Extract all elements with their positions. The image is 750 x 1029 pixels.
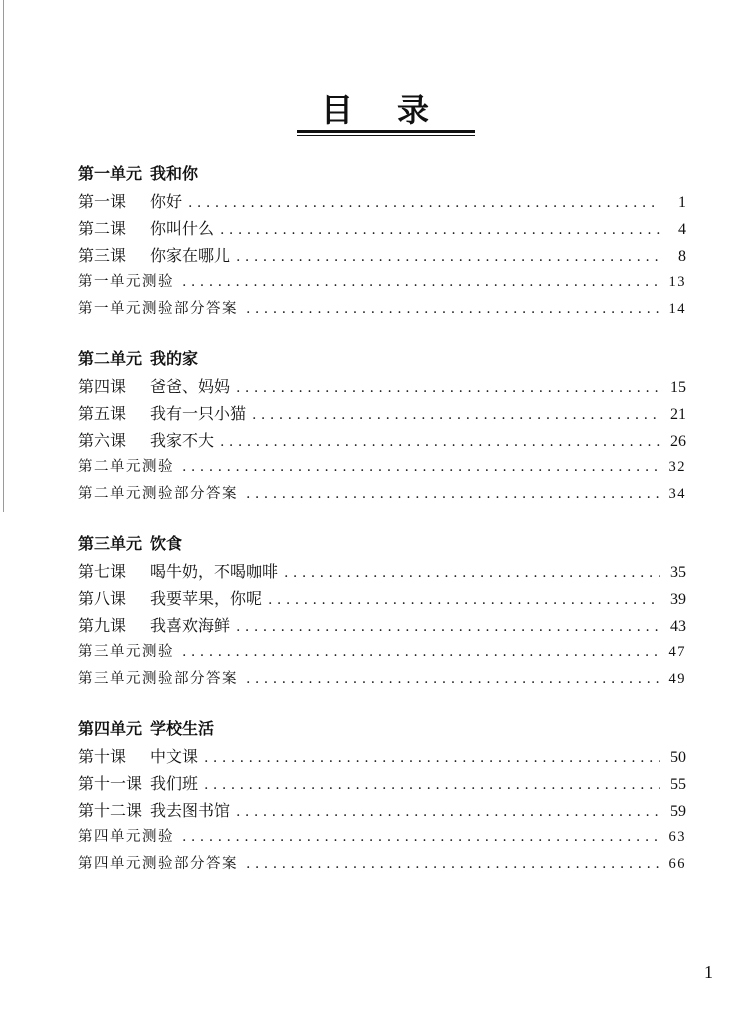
unit-name: 我和你 [150,164,199,183]
unit-section [78,345,686,508]
unit-heading [78,160,686,188]
entry-title: 我喜欢海鲜 [150,616,231,635]
lesson-number: 第二课 [78,219,127,238]
dot-leader [252,402,660,429]
dot-leader [246,851,660,878]
lesson-number: 第六课 [78,431,127,450]
lesson-number: 第四课 [78,377,127,396]
unit-heading [78,345,686,373]
dot-leader [284,560,660,587]
dot-leader [204,745,660,772]
entry-page-number: 63 [668,829,686,845]
toc-entry[interactable] [78,427,686,454]
dot-leader [220,429,660,456]
entry-title: 我们班 [150,774,199,793]
unit-heading [78,715,686,743]
toc-entry[interactable] [78,481,686,508]
entry-title: 爸爸、妈妈 [150,377,231,396]
entry-page-number: 32 [668,459,686,475]
entry-title: 第二单元测验部分答案 [78,486,238,502]
dot-leader [268,587,660,614]
lesson-number: 第一课 [78,192,127,211]
dot-leader [182,269,660,296]
lesson-number: 第十一课 [78,774,143,793]
entry-title: 第三单元测验部分答案 [78,671,238,687]
entry-page-number: 50 [670,749,686,766]
toc-entry[interactable] [78,770,686,797]
entry-title: 我要苹果，你呢 [150,589,263,608]
entry-title: 我去图书馆 [150,801,231,820]
unit-heading [78,530,686,558]
entry-page-number: 39 [670,591,686,608]
dot-leader [220,217,660,244]
entry-page-number: 47 [668,644,686,660]
lesson-number: 第九课 [78,616,127,635]
toc-entry[interactable] [78,215,686,242]
toc-entry[interactable] [78,797,686,824]
unit-name: 饮食 [150,534,183,553]
entry-page-number: 4 [678,221,686,238]
unit-number: 第一单元 [78,164,143,183]
entry-title: 第二单元测验 [78,459,174,475]
entry-page-number: 49 [668,671,686,687]
unit-section [78,530,686,693]
page-number: 1 [704,962,713,982]
toc-entry[interactable] [78,639,686,666]
entry-page-number: 34 [668,486,686,502]
dot-leader [246,666,660,693]
title-underline-thick [297,130,475,133]
toc-entry[interactable] [78,242,686,269]
entry-page-number: 14 [668,301,686,317]
toc-entry[interactable] [78,666,686,693]
dot-leader [236,799,660,826]
unit-section [78,715,686,878]
entry-title: 第一单元测验部分答案 [78,301,238,317]
entry-page-number: 43 [670,618,686,635]
unit-section [78,160,686,323]
unit-number: 第四单元 [78,719,143,738]
toc-entry[interactable] [78,400,686,427]
unit-name: 学校生活 [150,719,215,738]
entry-page-number: 8 [678,248,686,265]
entry-title: 你好 [150,192,183,211]
dot-leader [246,296,660,323]
title-underline-thin [297,135,475,136]
entry-page-number: 35 [670,564,686,581]
entry-title: 你叫什么 [150,219,215,238]
entry-page-number: 1 [678,194,686,211]
toc-entry[interactable] [78,454,686,481]
entry-page-number: 21 [670,406,686,423]
toc-entry[interactable] [78,188,686,215]
table-of-contents [78,160,686,900]
entry-page-number: 13 [668,274,686,290]
dot-leader [182,639,660,666]
entry-title: 第三单元测验 [78,644,174,660]
scan-edge-line [3,0,4,512]
unit-number: 第三单元 [78,534,143,553]
toc-entry[interactable] [78,558,686,585]
toc-entry[interactable] [78,296,686,323]
unit-number: 第二单元 [78,349,143,368]
toc-entry[interactable] [78,824,686,851]
dot-leader [236,375,660,402]
entry-page-number: 59 [670,803,686,820]
lesson-number: 第八课 [78,589,127,608]
dot-leader [246,481,660,508]
lesson-number: 第五课 [78,404,127,423]
toc-entry[interactable] [78,373,686,400]
entry-title: 第一单元测验 [78,274,174,290]
toc-entry[interactable] [78,585,686,612]
dot-leader [236,614,660,641]
dot-leader [182,454,660,481]
page-title: 目录 [320,91,473,129]
entry-title: 你家在哪儿 [150,246,231,265]
dot-leader [204,772,660,799]
entry-title: 喝牛奶，不喝咖啡 [150,562,279,581]
lesson-number: 第七课 [78,562,127,581]
lesson-number: 第三课 [78,246,127,265]
entry-title: 第四单元测验部分答案 [78,856,238,872]
dot-leader [236,244,660,271]
entry-page-number: 66 [668,856,686,872]
dot-leader [182,824,660,851]
lesson-number: 第十课 [78,747,127,766]
lesson-number: 第十二课 [78,801,143,820]
entry-title: 第四单元测验 [78,829,174,845]
toc-entry[interactable] [78,612,686,639]
entry-page-number: 26 [670,433,686,450]
dot-leader [188,190,660,217]
toc-entry[interactable] [78,851,686,878]
entry-page-number: 15 [670,379,686,396]
entry-title: 我有一只小猫 [150,404,247,423]
unit-name: 我的家 [150,349,199,368]
toc-entry[interactable] [78,743,686,770]
entry-title: 我家不大 [150,431,215,450]
entry-page-number: 55 [670,776,686,793]
toc-entry[interactable] [78,269,686,296]
entry-title: 中文课 [150,747,199,766]
